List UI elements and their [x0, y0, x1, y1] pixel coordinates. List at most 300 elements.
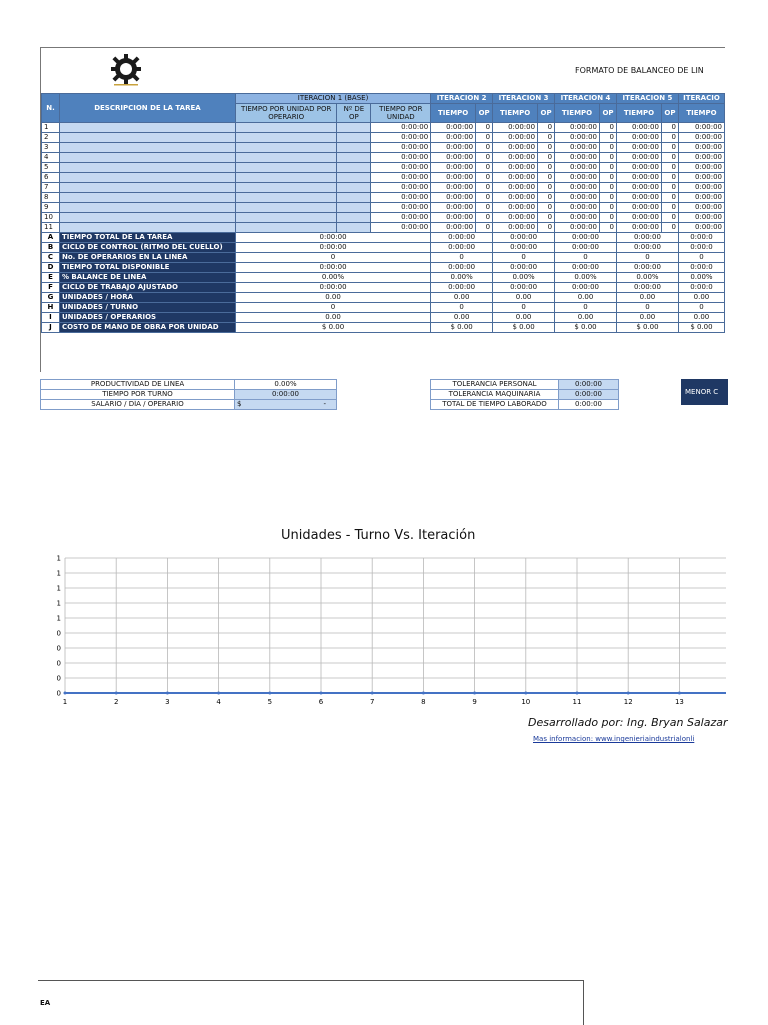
- iteration-op-cell: 0: [476, 183, 493, 193]
- summary-iteration-value: 0:00:00: [616, 233, 678, 243]
- iteration-time-cell: 0:00:00: [493, 223, 538, 233]
- num-op-cell[interactable]: [337, 123, 371, 133]
- op-subheader: OP: [538, 104, 555, 123]
- num-op-cell[interactable]: [337, 143, 371, 153]
- iteration-time-cell: 0:00:00: [493, 213, 538, 223]
- iteration-op-cell: 0: [661, 173, 678, 183]
- iteration-time-cell: 0:00:00: [678, 143, 724, 153]
- x-tick-label: 2: [113, 698, 119, 706]
- series-point: [320, 692, 323, 695]
- summary-letter: E: [42, 273, 60, 283]
- summary-iteration-value: 0: [678, 303, 724, 313]
- base-time-cell: 0:00:00: [371, 173, 431, 183]
- y-tick-label: 1: [56, 599, 61, 608]
- iteration-op-cell: 0: [538, 193, 555, 203]
- iteration-op-cell: 0: [661, 163, 678, 173]
- iteration-1-subheader: TIEMPO POR UNIDAD: [371, 104, 431, 123]
- summary-iteration-value: 0:00:00: [431, 243, 493, 253]
- iteration-time-cell: 0:00:00: [493, 123, 538, 133]
- num-op-cell[interactable]: [337, 183, 371, 193]
- summary-iteration-value: 0:00:00: [616, 283, 678, 293]
- tolerance-box: [430, 379, 619, 410]
- iteration-time-cell: 0:00:00: [616, 123, 661, 133]
- iteration-op-cell: 0: [538, 163, 555, 173]
- iteration-op-cell: 0: [476, 173, 493, 183]
- num-op-cell[interactable]: [337, 223, 371, 233]
- num-op-cell[interactable]: [337, 203, 371, 213]
- iteration-op-cell: 0: [538, 153, 555, 163]
- iteration-1-header: ITERACION 1 (BASE): [235, 94, 430, 104]
- num-op-cell[interactable]: [337, 193, 371, 203]
- base-time-cell: 0:00:00: [371, 163, 431, 173]
- x-tick-label: 12: [623, 698, 633, 706]
- base-time-cell: 0:00:00: [371, 193, 431, 203]
- summary-base-value: 0:00:00: [235, 233, 430, 243]
- summary-letter: D: [42, 263, 60, 273]
- x-tick-label: 11: [572, 698, 582, 706]
- iteration-time-cell: 0:00:00: [431, 213, 476, 223]
- series-point: [371, 692, 374, 695]
- x-tick-label: 7: [369, 698, 375, 706]
- summary-letter: C: [42, 253, 60, 263]
- iteration-time-cell: 0:00:00: [555, 223, 600, 233]
- summary-label: UNIDADES / TURNO: [59, 303, 235, 313]
- balance-table: [41, 93, 725, 333]
- base-time-cell: 0:00:00: [371, 223, 431, 233]
- iteration-time-cell: 0:00:00: [431, 203, 476, 213]
- time-per-unit-cell[interactable]: [235, 223, 337, 233]
- x-tick-label: 8: [421, 698, 426, 706]
- iteration-op-cell: 0: [476, 153, 493, 163]
- chart-title: Unidades - Turno Vs. Iteración: [281, 528, 476, 543]
- productivity-box: [40, 379, 337, 410]
- iteration-time-cell: 0:00:00: [616, 193, 661, 203]
- summary-iteration-value: 0: [555, 303, 617, 313]
- base-time-cell: 0:00:00: [371, 153, 431, 163]
- summary-row: [42, 263, 725, 273]
- summary-iteration-value: 0.00: [431, 293, 493, 303]
- summary-letter: H: [42, 303, 60, 313]
- summary-letter: B: [42, 243, 60, 253]
- productivity-row: [41, 380, 337, 390]
- tolerance-label: TOLERANCIA PERSONAL: [431, 380, 559, 390]
- time-per-unit-cell[interactable]: [235, 143, 337, 153]
- summary-label: TIEMPO TOTAL DISPONIBLE: [59, 263, 235, 273]
- iteration-time-cell: 0:00:00: [555, 193, 600, 203]
- iteration-op-cell: 0: [476, 123, 493, 133]
- summary-base-value: 0:00:00: [235, 283, 430, 293]
- iteration-op-cell: 0: [661, 203, 678, 213]
- iteration-time-cell: 0:00:00: [431, 193, 476, 203]
- tolerance-row: [431, 400, 619, 410]
- iteration-time-cell: 0:00:00: [678, 203, 724, 213]
- summary-iteration-value: 0:00:00: [555, 263, 617, 273]
- summary-iteration-value: 0: [616, 253, 678, 263]
- iteration-header: ITERACIO: [678, 94, 724, 104]
- iteration-op-cell: 0: [600, 213, 617, 223]
- summary-label: UNIDADES / HORA: [59, 293, 235, 303]
- iteration-time-cell: 0:00:00: [616, 163, 661, 173]
- iteration-time-cell: 0:00:00: [431, 173, 476, 183]
- summary-base-value: $ 0.00: [235, 323, 430, 333]
- iteration-op-cell: 0: [600, 163, 617, 173]
- row-number: 4: [42, 153, 60, 163]
- iteration-op-cell: 0: [476, 163, 493, 173]
- x-tick-label: 6: [318, 698, 324, 706]
- summary-iteration-value: 0: [555, 253, 617, 263]
- chart-plot: [50, 552, 730, 712]
- summary-iteration-value: 0: [616, 303, 678, 313]
- task-row: [42, 223, 725, 233]
- op-subheader: OP: [476, 104, 493, 123]
- iteration-1-subheader: Nº DE OP: [337, 104, 371, 123]
- balance-sheet: [40, 47, 725, 372]
- task-description-cell[interactable]: [59, 123, 235, 133]
- time-per-unit-cell[interactable]: [235, 153, 337, 163]
- row-number: 3: [42, 143, 60, 153]
- time-per-unit-cell[interactable]: [235, 193, 337, 203]
- task-row: [42, 133, 725, 143]
- header-row: [42, 94, 725, 104]
- row-number: 5: [42, 163, 60, 173]
- summary-iteration-value: 0.00: [616, 293, 678, 303]
- tolerance-row: [431, 380, 619, 390]
- iteration-header: ITERACION 4: [555, 94, 617, 104]
- summary-base-value: 0: [235, 303, 430, 313]
- iteration-op-cell: 0: [600, 123, 617, 133]
- productivity-value: 0:00:00: [235, 390, 337, 400]
- iteration-time-cell: 0:00:00: [493, 203, 538, 213]
- iteration-time-cell: 0:00:00: [678, 173, 724, 183]
- time-per-unit-cell[interactable]: [235, 203, 337, 213]
- num-op-cell[interactable]: [337, 133, 371, 143]
- y-tick-label: 0: [56, 674, 61, 683]
- series-point: [268, 692, 271, 695]
- x-tick-label: 13: [674, 698, 684, 706]
- summary-row: [42, 253, 725, 263]
- iteration-time-cell: 0:00:00: [431, 123, 476, 133]
- summary-iteration-value: 0:00:00: [493, 233, 555, 243]
- task-row: [42, 203, 725, 213]
- iteration-time-cell: 0:00:00: [431, 183, 476, 193]
- iteration-time-cell: 0:00:00: [678, 183, 724, 193]
- tiempo-subheader: TIEMPO: [678, 104, 724, 123]
- summary-iteration-value: $ 0.00: [431, 323, 493, 333]
- summary-letter: G: [42, 293, 60, 303]
- iteration-time-cell: 0:00:00: [616, 143, 661, 153]
- time-per-unit-cell[interactable]: [235, 213, 337, 223]
- summary-iteration-value: 0: [493, 303, 555, 313]
- summary-row: [42, 323, 725, 333]
- summary-letter: A: [42, 233, 60, 243]
- y-tick-label: 1: [56, 554, 61, 563]
- x-tick-label: 1: [62, 698, 68, 706]
- num-op-cell[interactable]: [337, 163, 371, 173]
- task-row: [42, 213, 725, 223]
- summary-iteration-value: 0:00:0: [678, 283, 724, 293]
- iteration-op-cell: 0: [476, 193, 493, 203]
- summary-iteration-value: 0:00:00: [555, 283, 617, 293]
- summary-iteration-value: 0:00:00: [493, 243, 555, 253]
- iteration-time-cell: 0:00:00: [493, 183, 538, 193]
- base-time-cell: 0:00:00: [371, 183, 431, 193]
- iteration-time-cell: 0:00:00: [493, 163, 538, 173]
- iteration-time-cell: 0:00:00: [678, 213, 724, 223]
- format-title: FORMATO DE BALANCEO DE LIN: [575, 66, 704, 75]
- iteration-time-cell: 0:00:00: [431, 223, 476, 233]
- iteration-op-cell: 0: [661, 213, 678, 223]
- summary-base-value: 0.00: [235, 313, 430, 323]
- row-number: 1: [42, 123, 60, 133]
- time-per-unit-cell[interactable]: [235, 173, 337, 183]
- row-number: 8: [42, 193, 60, 203]
- task-row: [42, 193, 725, 203]
- summary-iteration-value: 0:00:00: [431, 233, 493, 243]
- num-op-cell[interactable]: [337, 173, 371, 183]
- productivity-value: 0.00%: [235, 380, 337, 390]
- iteration-time-cell: 0:00:00: [616, 213, 661, 223]
- iteration-op-cell: 0: [661, 133, 678, 143]
- task-description-cell[interactable]: [59, 163, 235, 173]
- iteration-op-cell: 0: [600, 143, 617, 153]
- productivity-label: SALARIO / DÍA / OPERARIO: [41, 400, 235, 410]
- tolerance-value: 0:00:00: [559, 390, 619, 400]
- iteration-op-cell: 0: [476, 133, 493, 143]
- summary-row: [42, 313, 725, 323]
- productivity-row: [41, 400, 337, 410]
- iteration-op-cell: 0: [600, 173, 617, 183]
- tolerance-row: [431, 390, 619, 400]
- iteration-time-cell: 0:00:00: [431, 133, 476, 143]
- summary-iteration-value: 0.00: [616, 313, 678, 323]
- y-tick-label: 0: [56, 659, 61, 668]
- summary-row: [42, 233, 725, 243]
- iteration-time-cell: 0:00:00: [555, 123, 600, 133]
- iteration-op-cell: 0: [476, 143, 493, 153]
- summary-iteration-value: 0:00:0: [678, 233, 724, 243]
- iteration-time-cell: 0:00:00: [616, 153, 661, 163]
- series-point: [217, 692, 220, 695]
- iteration-op-cell: 0: [600, 133, 617, 143]
- task-row: [42, 163, 725, 173]
- summary-iteration-value: 0:00:0: [678, 243, 724, 253]
- productivity-label: TIEMPO POR TURNO: [41, 390, 235, 400]
- col-desc-header: DESCRIPCION DE LA TAREA: [59, 94, 235, 123]
- row-number: 6: [42, 173, 60, 183]
- iteration-op-cell: 0: [538, 223, 555, 233]
- footer-box: [38, 980, 584, 1025]
- time-per-unit-cell[interactable]: [235, 163, 337, 173]
- y-tick-label: 0: [56, 644, 61, 653]
- series-point: [678, 692, 681, 695]
- summary-letter: I: [42, 313, 60, 323]
- task-description-cell[interactable]: [59, 133, 235, 143]
- col-n-header: N.: [42, 94, 60, 123]
- tolerance-value: 0:00:00: [559, 380, 619, 390]
- productivity-label: PRODUCTIVIDAD DE LINEA: [41, 380, 235, 390]
- summary-iteration-value: 0:00:0: [678, 263, 724, 273]
- task-description-cell[interactable]: [59, 213, 235, 223]
- time-per-unit-cell[interactable]: [235, 133, 337, 143]
- iteration-op-cell: 0: [600, 203, 617, 213]
- iteration-op-cell: 0: [538, 213, 555, 223]
- iteration-time-cell: 0:00:00: [493, 153, 538, 163]
- task-description-cell[interactable]: [59, 183, 235, 193]
- series-point: [473, 692, 476, 695]
- y-tick-label: 0: [56, 689, 61, 698]
- tolerance-label: TOTAL DE TIEMPO LABORADO: [431, 400, 559, 410]
- summary-iteration-value: 0.00: [431, 313, 493, 323]
- iteration-time-cell: 0:00:00: [431, 153, 476, 163]
- summary-iteration-value: $ 0.00: [616, 323, 678, 333]
- summary-iteration-value: 0.00: [493, 293, 555, 303]
- iteration-time-cell: 0:00:00: [616, 183, 661, 193]
- summary-iteration-value: 0.00%: [493, 273, 555, 283]
- more-info-link[interactable]: Mas informacion: www.ingenieriaindustrialonli: [533, 735, 695, 743]
- summary-row: [42, 303, 725, 313]
- x-tick-label: 3: [165, 698, 170, 706]
- summary-iteration-value: 0:00:00: [493, 283, 555, 293]
- num-op-cell[interactable]: [337, 153, 371, 163]
- summary-iteration-value: 0.00: [555, 293, 617, 303]
- base-time-cell: 0:00:00: [371, 123, 431, 133]
- y-tick-label: 1: [56, 584, 61, 593]
- iteration-header: ITERACION 2: [431, 94, 493, 104]
- iteration-time-cell: 0:00:00: [555, 143, 600, 153]
- iteration-op-cell: 0: [661, 153, 678, 163]
- row-number: 11: [42, 223, 60, 233]
- iteration-time-cell: 0:00:00: [555, 133, 600, 143]
- task-row: [42, 183, 725, 193]
- series-point: [627, 692, 630, 695]
- summary-iteration-value: 0:00:00: [431, 263, 493, 273]
- x-tick-label: 10: [521, 698, 531, 706]
- iteration-op-cell: 0: [476, 203, 493, 213]
- base-time-cell: 0:00:00: [371, 203, 431, 213]
- iteration-time-cell: 0:00:00: [555, 203, 600, 213]
- iteration-time-cell: 0:00:00: [555, 173, 600, 183]
- task-description-cell[interactable]: [59, 203, 235, 213]
- summary-base-value: 0.00: [235, 293, 430, 303]
- iteration-op-cell: 0: [661, 123, 678, 133]
- iteration-op-cell: 0: [538, 183, 555, 193]
- task-description-cell[interactable]: [59, 173, 235, 183]
- task-row: [42, 123, 725, 133]
- iteration-time-cell: 0:00:00: [616, 203, 661, 213]
- task-description-cell[interactable]: [59, 153, 235, 163]
- tolerance-label: TOLERANCIA MAQUINARIA: [431, 390, 559, 400]
- summary-iteration-value: 0.00: [493, 313, 555, 323]
- footer-text: EA: [40, 999, 51, 1007]
- tiempo-subheader: TIEMPO: [431, 104, 476, 123]
- summary-row: [42, 283, 725, 293]
- summary-iteration-value: 0:00:00: [616, 263, 678, 273]
- row-number: 10: [42, 213, 60, 223]
- iteration-time-cell: 0:00:00: [616, 173, 661, 183]
- summary-iteration-value: 0.00: [555, 313, 617, 323]
- summary-base-value: 0: [235, 253, 430, 263]
- iteration-time-cell: 0:00:00: [431, 163, 476, 173]
- iteration-op-cell: 0: [600, 183, 617, 193]
- iteration-time-cell: 0:00:00: [678, 223, 724, 233]
- tiempo-subheader: TIEMPO: [555, 104, 600, 123]
- iteration-op-cell: 0: [661, 143, 678, 153]
- iteration-time-cell: 0:00:00: [616, 133, 661, 143]
- menor-button[interactable]: MENOR C: [681, 379, 728, 405]
- iteration-header: ITERACION 5: [616, 94, 678, 104]
- summary-label: % BALANCE DE LINEA: [59, 273, 235, 283]
- task-description-cell[interactable]: [59, 193, 235, 203]
- series-point: [576, 692, 579, 695]
- row-number: 9: [42, 203, 60, 213]
- y-tick-label: 1: [56, 614, 61, 623]
- task-description-cell[interactable]: [59, 223, 235, 233]
- summary-iteration-value: 0.00: [678, 313, 724, 323]
- tiempo-subheader: TIEMPO: [493, 104, 538, 123]
- summary-row: [42, 293, 725, 303]
- op-subheader: OP: [600, 104, 617, 123]
- series-point: [524, 692, 527, 695]
- summary-iteration-value: 0: [431, 303, 493, 313]
- iteration-time-cell: 0:00:00: [493, 173, 538, 183]
- x-tick-label: 4: [216, 698, 221, 706]
- summary-iteration-value: 0:00:00: [555, 243, 617, 253]
- task-row: [42, 153, 725, 163]
- summary-iteration-value: $ 0.00: [678, 323, 724, 333]
- iteration-time-cell: 0:00:00: [431, 143, 476, 153]
- iteration-time-cell: 0:00:00: [555, 163, 600, 173]
- summary-base-value: 0:00:00: [235, 263, 430, 273]
- num-op-cell[interactable]: [337, 213, 371, 223]
- base-time-cell: 0:00:00: [371, 143, 431, 153]
- iteration-op-cell: 0: [476, 223, 493, 233]
- iteration-time-cell: 0:00:00: [555, 153, 600, 163]
- productivity-row: [41, 390, 337, 400]
- credit-text: Desarrollado por: Ing. Bryan Salazar: [528, 716, 728, 729]
- summary-letter: J: [42, 323, 60, 333]
- time-per-unit-cell[interactable]: [235, 183, 337, 193]
- iteration-time-cell: 0:00:00: [493, 193, 538, 203]
- salary-currency: $: [237, 400, 242, 408]
- summary-iteration-value: 0.00%: [431, 273, 493, 283]
- salary-amount: -: [323, 400, 326, 408]
- summary-iteration-value: $ 0.00: [493, 323, 555, 333]
- x-tick-label: 5: [267, 698, 273, 706]
- task-description-cell[interactable]: [59, 143, 235, 153]
- iteration-header: ITERACION 3: [493, 94, 555, 104]
- iteration-op-cell: 0: [538, 203, 555, 213]
- tiempo-subheader: TIEMPO: [616, 104, 661, 123]
- summary-iteration-value: $ 0.00: [555, 323, 617, 333]
- row-number: 2: [42, 133, 60, 143]
- time-per-unit-cell[interactable]: [235, 123, 337, 133]
- summary-iteration-value: 0.00%: [555, 273, 617, 283]
- summary-row: [42, 243, 725, 253]
- summary-iteration-value: 0:00:00: [616, 243, 678, 253]
- iteration-time-cell: 0:00:00: [493, 133, 538, 143]
- iteration-op-cell: 0: [661, 193, 678, 203]
- iteration-op-cell: 0: [538, 173, 555, 183]
- iteration-op-cell: 0: [538, 143, 555, 153]
- series-point: [422, 692, 425, 695]
- iteration-time-cell: 0:00:00: [555, 183, 600, 193]
- base-time-cell: 0:00:00: [371, 133, 431, 143]
- summary-iteration-value: 0.00%: [616, 273, 678, 283]
- summary-label: UNIDADES / OPERARIOS: [59, 313, 235, 323]
- salary-value[interactable]: [235, 400, 337, 410]
- iteration-time-cell: 0:00:00: [678, 133, 724, 143]
- iteration-time-cell: 0:00:00: [678, 193, 724, 203]
